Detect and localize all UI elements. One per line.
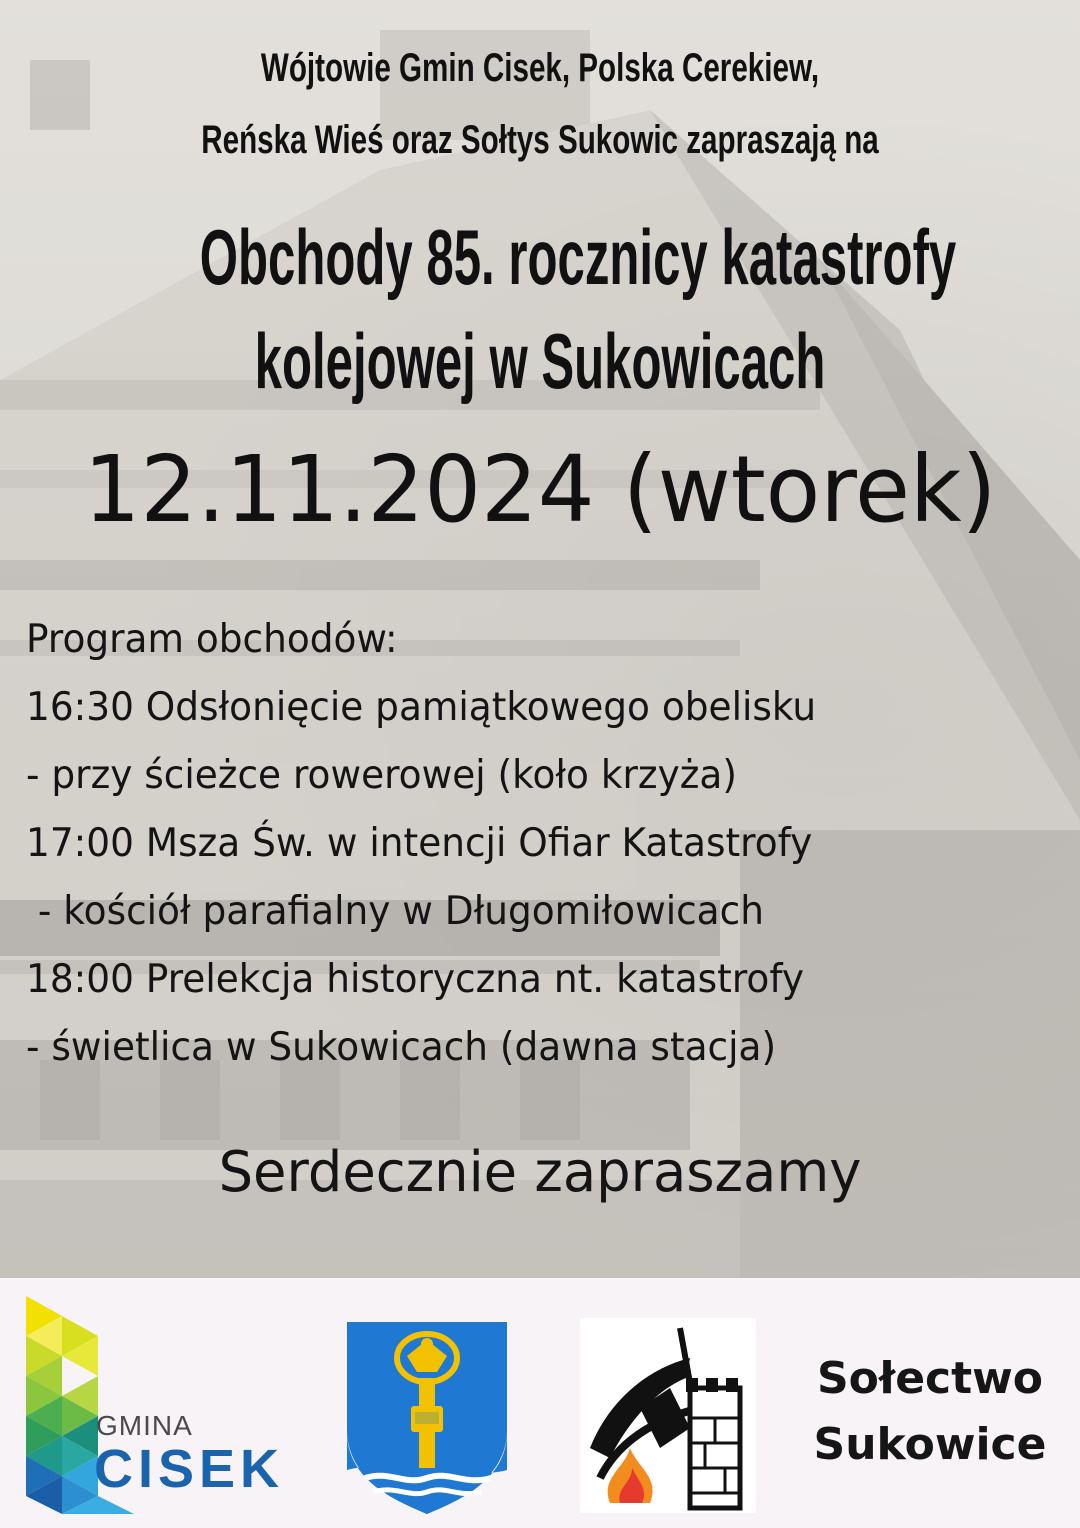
- closing-invitation: Serdecznie zapraszamy: [218, 1140, 862, 1205]
- intro-line-1: Wójtowie Gmin Cisek, Polska Cerekiew,: [260, 46, 820, 90]
- cisek-label: CISEK: [94, 1439, 285, 1499]
- program-line: 17:00 Msza Św. w intencji Ofiar Katastrofy: [26, 821, 813, 866]
- program-list: [26, 606, 1066, 1082]
- knight-tower-emblem-icon: [580, 1318, 756, 1513]
- title-line-1: Obchody 85. rocznicy katastrofy: [199, 213, 957, 301]
- program-line: - świetlica w Sukowicach (dawna stacja): [26, 1025, 777, 1070]
- title-line-2: kolejowej w Sukowicach: [254, 317, 826, 405]
- program-line: 18:00 Prelekcja historyczna nt. katastrofy: [26, 957, 805, 1002]
- solectwo-line-1: Sołectwo: [816, 1353, 1044, 1404]
- program-line: - przy ścieżce rowerowej (koło krzyża): [26, 753, 737, 798]
- coat-of-arms-icon: [345, 1320, 509, 1516]
- logo-strip: [0, 1278, 1080, 1528]
- solectwo-line-2: Sukowice: [813, 1419, 1047, 1470]
- gmina-label: GMINA: [96, 1410, 193, 1441]
- program-line: 16:30 Odsłonięcie pamiątkowego obelisku: [26, 685, 817, 730]
- program-heading: Program obchodów:: [26, 617, 398, 662]
- solectwo-label: [800, 1346, 1060, 1478]
- event-date: 12.11.2024 (wtorek): [83, 436, 997, 543]
- intro-line-2: Reńska Wieś oraz Sołtys Sukowic zapraszają na: [201, 118, 879, 162]
- program-line: - kościół parafialny w Długomiłowicach: [26, 889, 764, 934]
